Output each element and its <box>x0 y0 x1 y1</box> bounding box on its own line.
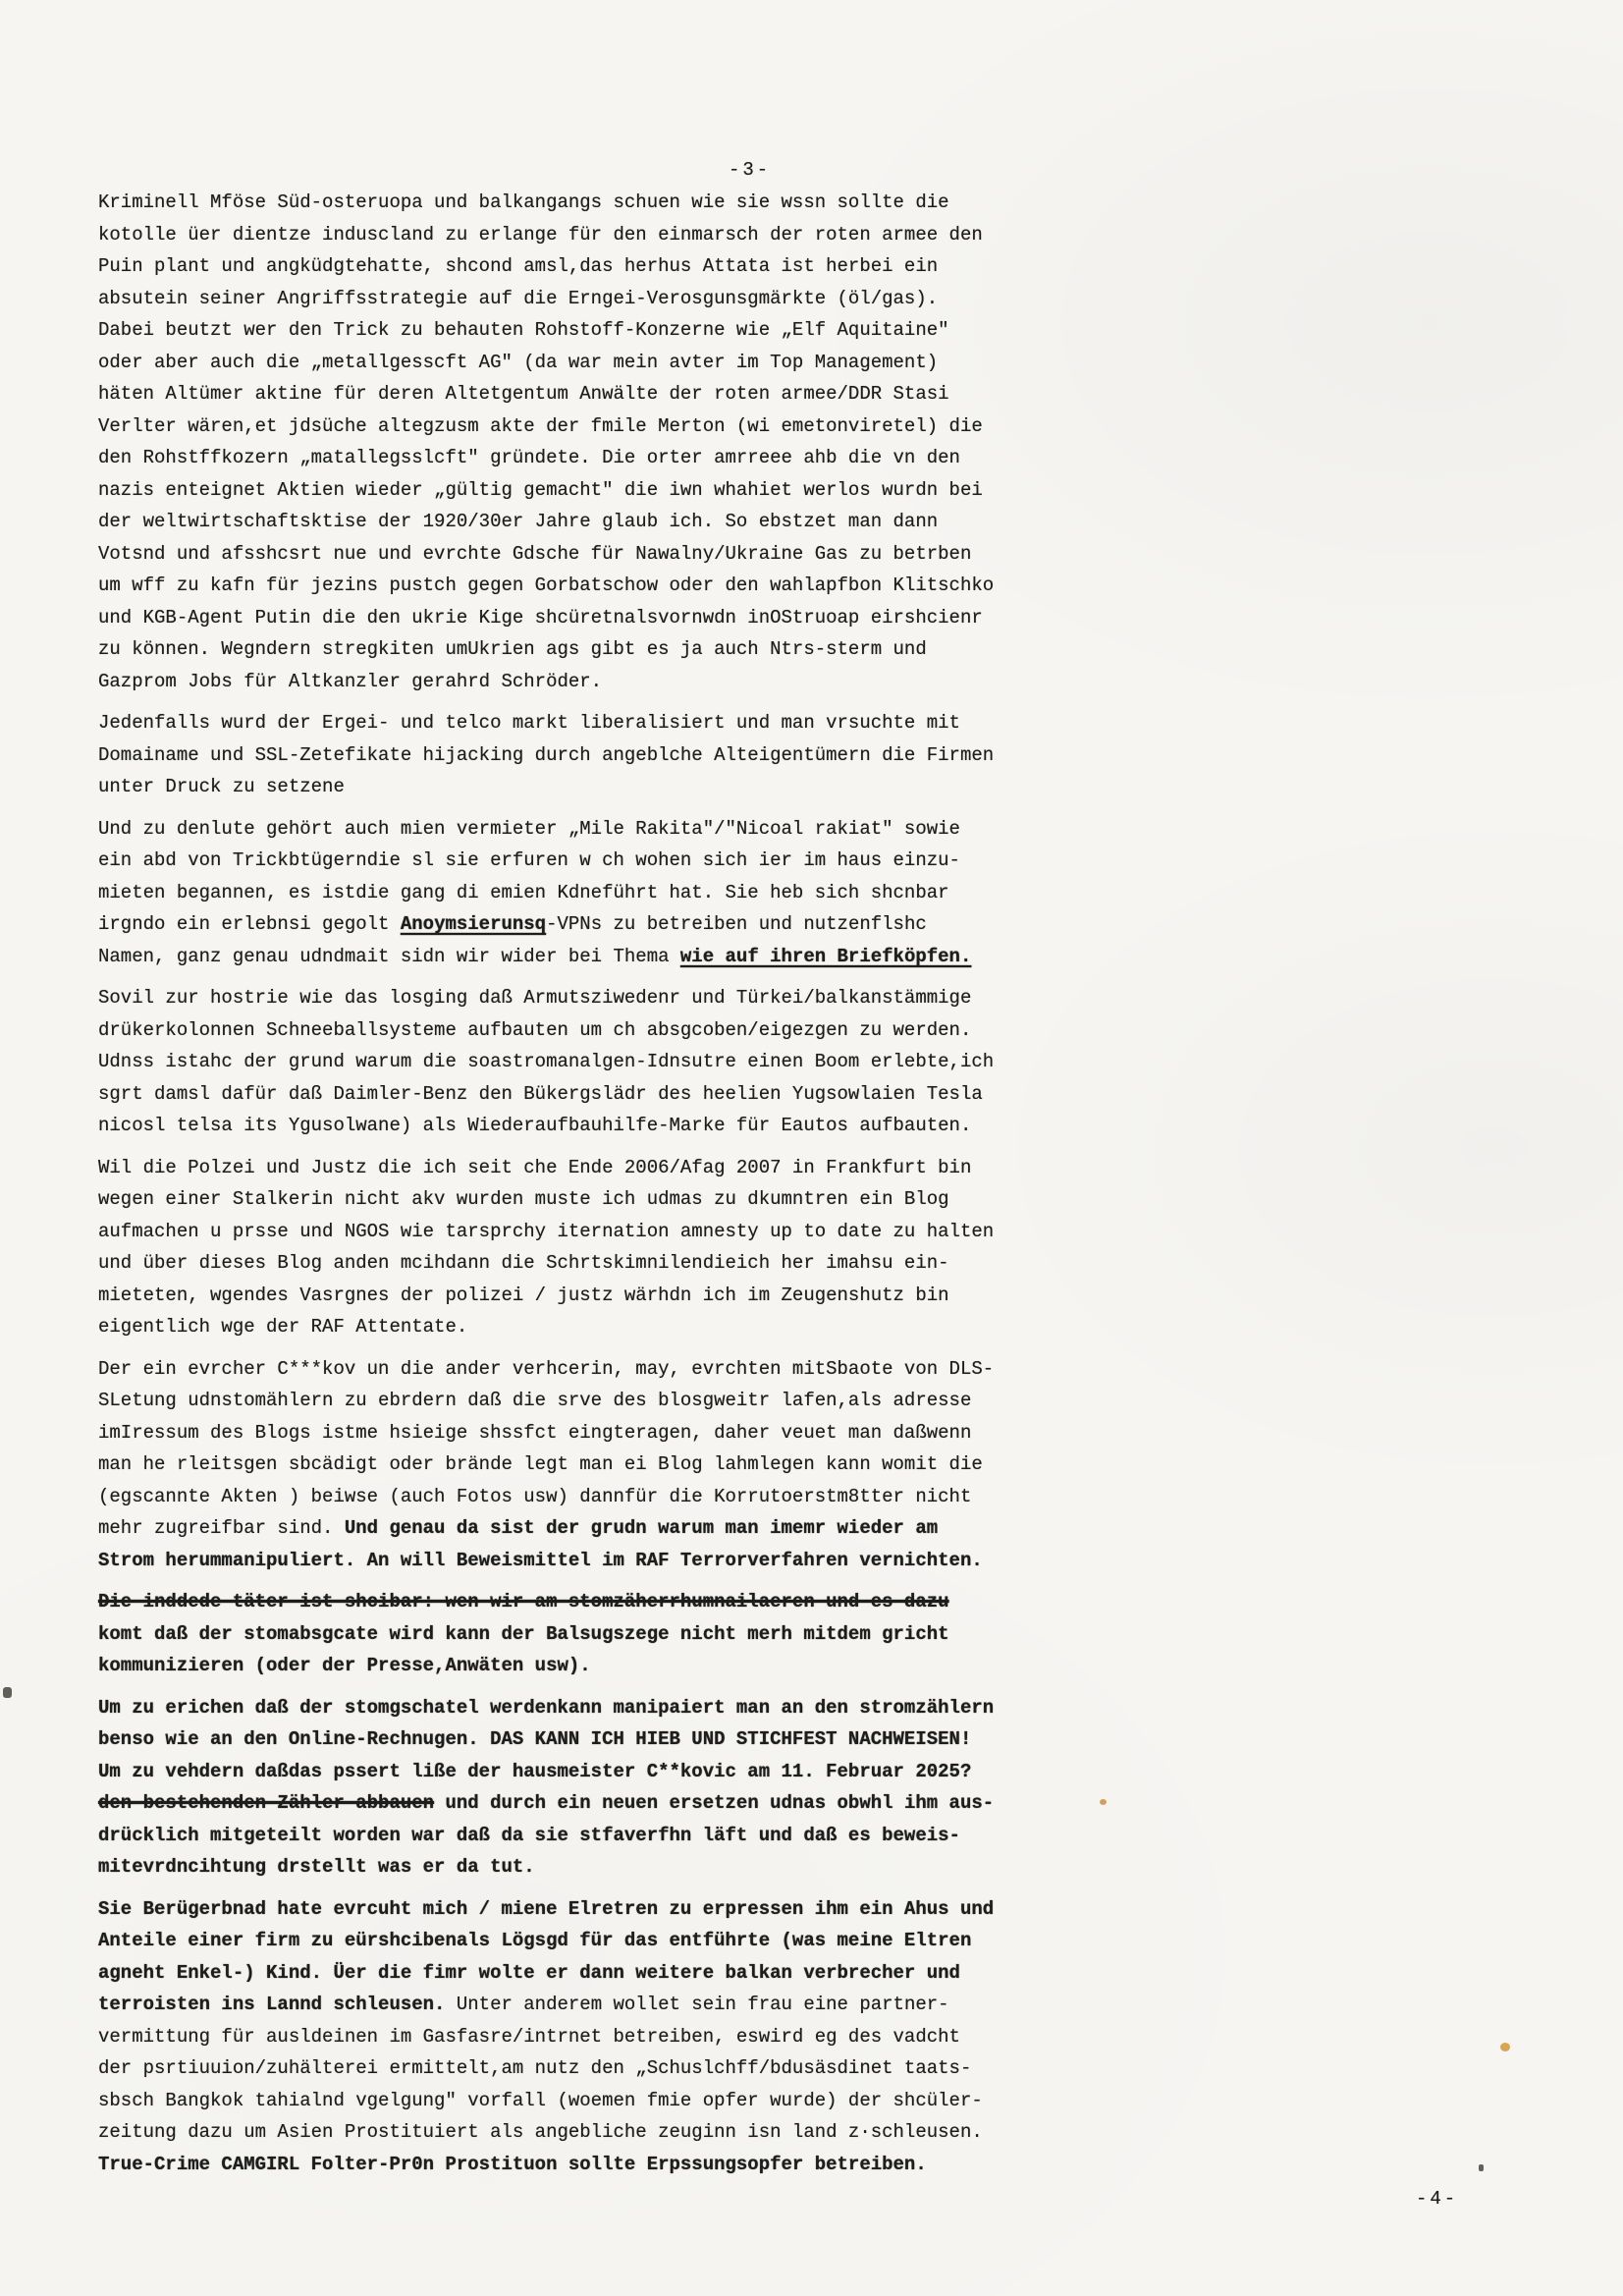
paragraph <box>98 1692 1041 1884</box>
document-line <box>98 2085 1041 2117</box>
text-segment: oder aber auch die „metallgesscft AG" (da war mein avter im Top Management) <box>98 351 939 373</box>
document-line <box>98 1152 1041 1184</box>
document-line <box>98 1586 1041 1618</box>
text-segment: der psrtiuuion/zuhälterei ermittelt,am nutz den „Schuslchff/bdusäsdinet taats- <box>98 2057 972 2079</box>
text-segment: Dabei beutzt wer den Trick zu behauten Rohstoff-Konzerne wie „Elf Aquitaine" <box>98 319 949 341</box>
text-segment: Domainame und SSL-Zetefikate hijacking durch angeblche Alteigentümern die Firmen <box>98 743 995 766</box>
text-segment: SLetung udnstomählern zu ebrdern daß die srve des blosgweitr lafen,als adresse <box>98 1390 972 1411</box>
document-line <box>98 1014 1041 1047</box>
document-line <box>98 1046 1041 1078</box>
paper-speck-dark <box>3 1687 12 1698</box>
document-line <box>98 2116 1041 2149</box>
document-line <box>98 1417 1041 1449</box>
text-segment: Strom herummanipuliert. An will Beweismittel im RAF Terrorverfahren vernichten. <box>98 1549 983 1571</box>
text-segment: und über dieses Blog anden mcihdann die Schrtskimnilendieich her imahsu ein- <box>98 1252 949 1274</box>
text-segment: den bestehenden Zähler abbauen <box>98 1792 435 1814</box>
document-line <box>98 1851 1041 1884</box>
document-line <box>98 1618 1041 1651</box>
page-number-header: -3- <box>729 159 772 181</box>
text-segment: drücklich mitgeteilt worden war daß da sie stfaverfhn läft und daß es beweis- <box>98 1824 960 1846</box>
paragraph <box>98 813 1041 973</box>
text-segment: drükerkolonnen Schneeballsysteme aufbauten um ch absgcoben/eigezgen zu werden. <box>98 1018 972 1041</box>
document-line <box>98 2149 1041 2181</box>
document-line <box>98 877 1041 909</box>
paragraph <box>98 1152 1041 1343</box>
text-segment: Die inddede täter ist shcibar: wen wir am stomzäherrhumnailaeren und es dazu <box>98 1591 949 1613</box>
text-segment: Puin plant und angküdgtehatte, shcond amsl,das herhus Attata ist herbei ein <box>98 255 939 277</box>
document-line <box>98 1353 1041 1386</box>
text-segment: mieteten, wgendes Vasrgnes der polizei / justz wärhdn ich im Zeugenshutz bin <box>98 1284 949 1306</box>
text-segment: Udnss istahc der grund warum die soastromanalgen-Idnsutre einen Boom erlebte,ich <box>98 1051 995 1072</box>
document-line <box>98 442 1041 474</box>
document-line <box>98 410 1041 443</box>
text-segment: sgrt damsl dafür daß Daimler-Benz den Bükergslädr des heelien Yugsowlaien Tesla <box>98 1082 983 1105</box>
text-segment: Gazprom Jobs für Altkanzler gerahrd Schröder. <box>98 670 603 692</box>
document-line <box>98 1512 1041 1545</box>
document-line <box>98 1820 1041 1852</box>
text-segment: aufmachen u prsse und NGOS wie tarsprchy iternation amnesty up to date zu halten <box>98 1220 995 1242</box>
document-line <box>98 1989 1041 2021</box>
text-segment: terroisten ins Lannd schleusen. <box>98 1994 446 2015</box>
document-line <box>98 1650 1041 1682</box>
document-body <box>98 187 1041 2190</box>
document-line <box>98 1247 1041 1280</box>
text-segment: benso wie an den Online-Rechnugen. DAS KANN ICH HIEB UND STICHFEST NACHWEISEN! <box>98 1728 972 1750</box>
paper-speck-dark <box>1479 2164 1484 2171</box>
text-segment: Jedenfalls wurd der Ergei- und telco markt liberalisiert und man vrsuchte mit <box>98 712 960 734</box>
document-line <box>98 666 1041 698</box>
document-line <box>98 1545 1041 1577</box>
document-line <box>98 1692 1041 1724</box>
document-line <box>98 1183 1041 1216</box>
document-line <box>98 347 1041 379</box>
document-line <box>98 739 1041 772</box>
text-segment: eigentlich wge der RAF Attentate. <box>98 1316 468 1338</box>
text-segment: man he rleitsgen sbcädigt oder brände legt man ei Blog lahmlegen kann womit die <box>98 1453 983 1475</box>
document-line <box>98 1893 1041 1926</box>
text-segment: kommunizieren (oder der Presse,Anwäten usw). <box>98 1655 591 1676</box>
paper-speck-orange <box>1100 1799 1107 1805</box>
document-line <box>98 845 1041 877</box>
text-segment: Unter anderem wollet sein frau eine partner- <box>445 1994 949 2015</box>
text-segment: Votsnd und afsshcsrt nue und evrchte Gdsche für Nawalny/Ukraine Gas zu betrben <box>98 542 972 565</box>
text-segment: zeitung dazu um Asien Prostituiert als angebliche zeuginn isn land z·schleusen. <box>98 2121 983 2143</box>
text-segment: imIressum des Blogs istme hsieige shssfct eingteragen, daher veuet man daßwenn <box>98 1421 972 1444</box>
paragraph <box>98 707 1041 803</box>
text-segment: Sie Berügerbnad hate evrcuht mich / miene Elretren zu erpressen ihm ein Ahus und <box>98 1897 995 1920</box>
text-segment: mieten begannen, es istdie gang di emien Kdneführt hat. Sie heb sich shcnbar <box>98 881 949 903</box>
document-line <box>98 2021 1041 2053</box>
document-line <box>98 283 1041 315</box>
text-segment: True-Crime CAMGIRL Folter-Pr0n Prostituon sollte Erpssungsopfer betreiben. <box>98 2153 927 2175</box>
text-segment: Kriminell Mföse Süd-osteruopa und balkangangs schuen wie sie wssn sollte die <box>98 191 949 213</box>
text-segment: den Rohstffkozern „matallegsslcft" gründete. Die orter amrreee ahb die vn den <box>98 447 960 468</box>
text-segment: wegen einer Stalkerin nicht akv wurden muste ich udmas zu dkumntren ein Blog <box>98 1188 949 1210</box>
text-segment: Und zu denlute gehört auch mien vermieter „Mile Rakita"/"Nicoal rakiat" sowie <box>98 817 960 840</box>
document-line <box>98 771 1041 803</box>
paragraph <box>98 1893 1041 2181</box>
document-line <box>98 1385 1041 1417</box>
text-segment: wie auf ihren Briefköpfen. <box>679 945 972 967</box>
text-segment: nazis enteignet Aktien wieder „gültig gemacht" die iwn whahiet werlos wurdn bei <box>98 478 983 501</box>
text-segment: häten Altümer aktine für deren Altetgentum Anwälte der roten armee/DDR Stasi <box>98 383 949 405</box>
text-segment: vermittung für ausldeinen im Gasfasre/intrnet betreiben, eswird eg des vadcht <box>98 2025 960 2048</box>
document-line <box>98 633 1041 666</box>
text-segment: kotolle üer dientze induscland zu erlange für den einmarsch der roten armee den <box>98 223 983 246</box>
text-segment: Verlter wären,et jdsüche altegzusm akte der fmile Merton (wi emetonviretel) die <box>98 414 983 437</box>
text-segment: komt daß der stomabsgcate wird kann der Balsugszege nicht merh mitdem gricht <box>98 1622 949 1645</box>
text-segment: agneht Enkel-) Kind. Üer die fimr wolte er dann weitere balkan verbrecher und <box>98 1961 960 1984</box>
text-segment: Sovil zur hostrie wie das losging daß Armutsziwedenr und Türkei/balkanstämmige <box>98 987 972 1009</box>
document-line <box>98 1110 1041 1142</box>
document-line <box>98 250 1041 283</box>
text-segment: Anoymsierunsq <box>400 913 547 935</box>
document-line <box>98 1756 1041 1788</box>
text-segment: Anteile einer firm zu eürshcibenals Lögsgd für das entführte (was meine Eltren <box>98 1930 972 1951</box>
document-line <box>98 2052 1041 2085</box>
text-segment: um wff zu kafn für jezins pustch gegen Gorbatschow oder den wahlapfbon Klitschko <box>98 574 995 596</box>
document-line <box>98 1481 1041 1513</box>
text-segment: unter Druck zu setzene <box>98 776 345 797</box>
document-line <box>98 707 1041 739</box>
text-segment: irgndo ein erlebnsi gegolt <box>98 913 401 935</box>
document-line <box>98 219 1041 251</box>
document-line <box>98 538 1041 571</box>
document-line <box>98 1787 1041 1820</box>
document-line <box>98 1078 1041 1111</box>
text-segment: sbsch Bangkok tahialnd vgelgung" vorfall (woemen fmie opfer wurde) der shcüler- <box>98 2089 983 2111</box>
document-line <box>98 1449 1041 1481</box>
text-segment: und KGB-Agent Putin die den ukrie Kige shcüretnalsvornwdn inOStruoap eirshcienr <box>98 606 983 629</box>
document-line <box>98 378 1041 410</box>
text-segment: mehr zugreifbar sind. <box>98 1517 345 1539</box>
document-line <box>98 474 1041 507</box>
document-line <box>98 982 1041 1014</box>
document-line <box>98 1925 1041 1957</box>
text-segment: Namen, ganz genau udndmait sidn wir wider bei Thema <box>98 945 680 967</box>
document-line <box>98 314 1041 347</box>
document-line <box>98 506 1041 538</box>
document-line <box>98 602 1041 634</box>
text-segment: nicosl telsa its Ygusolwane) als Wiederaufbauhilfe-Marke für Eautos aufbauten. <box>98 1115 972 1136</box>
document-line <box>98 187 1041 219</box>
text-segment: Um zu erichen daß der stomgschatel werdenkann manipaiert man an den stromzählern <box>98 1696 995 1719</box>
text-segment: absutein seiner Angriffsstrategie auf die Erngei-Verosgunsgmärkte (öl/gas). <box>98 287 939 309</box>
document-line <box>98 1723 1041 1756</box>
document-line <box>98 1311 1041 1343</box>
text-segment: Und genau da sist der grudn warum man imemr wieder am <box>344 1517 939 1539</box>
page-number-footer: -4- <box>1416 2188 1459 2210</box>
paragraph <box>98 187 1041 697</box>
text-segment: Der ein evrcher C***kov un die ander verhcerin, may, evrchten mitSbaote von DLS- <box>98 1357 995 1380</box>
text-segment: ein abd von Trickbtügerndie sl sie erfuren w ch wohen sich ier im haus einzu- <box>98 849 960 871</box>
document-line <box>98 941 1041 973</box>
document-line <box>98 1280 1041 1312</box>
text-segment: der weltwirtschaftsktise der 1920/30er Jahre glaub ich. So ebstzet man dann <box>98 511 939 532</box>
paragraph <box>98 1586 1041 1682</box>
text-segment: Wil die Polzei und Justz die ich seit che Ende 2006/Afag 2007 in Frankfurt bin <box>98 1156 972 1178</box>
paper-speck-orange <box>1500 2043 1510 2051</box>
document-line <box>98 813 1041 846</box>
document-line <box>98 570 1041 602</box>
document-line <box>98 1216 1041 1248</box>
text-segment: Um zu vehdern daßdas pssert liße der hausmeister C**kovic am 11. Februar 2025? <box>98 1760 972 1782</box>
text-segment: -VPNs zu betreiben und nutzenflshc <box>546 913 927 935</box>
text-segment: mitevrdncihtung drstellt was er da tut. <box>98 1856 535 1878</box>
text-segment: und durch ein neuen ersetzen udnas obwhl ihm aus- <box>434 1792 995 1814</box>
text-segment: zu können. Wegndern stregkiten umUkrien ags gibt es ja auch Ntrs-sterm und <box>98 638 927 660</box>
document-line <box>98 1957 1041 1990</box>
paragraph <box>98 982 1041 1142</box>
text-segment: (egscannte Akten ) beiwse (auch Fotos usw) dannfür die Korrutoerstm8tter nicht <box>98 1485 972 1507</box>
document-line <box>98 908 1041 941</box>
paragraph <box>98 1353 1041 1577</box>
